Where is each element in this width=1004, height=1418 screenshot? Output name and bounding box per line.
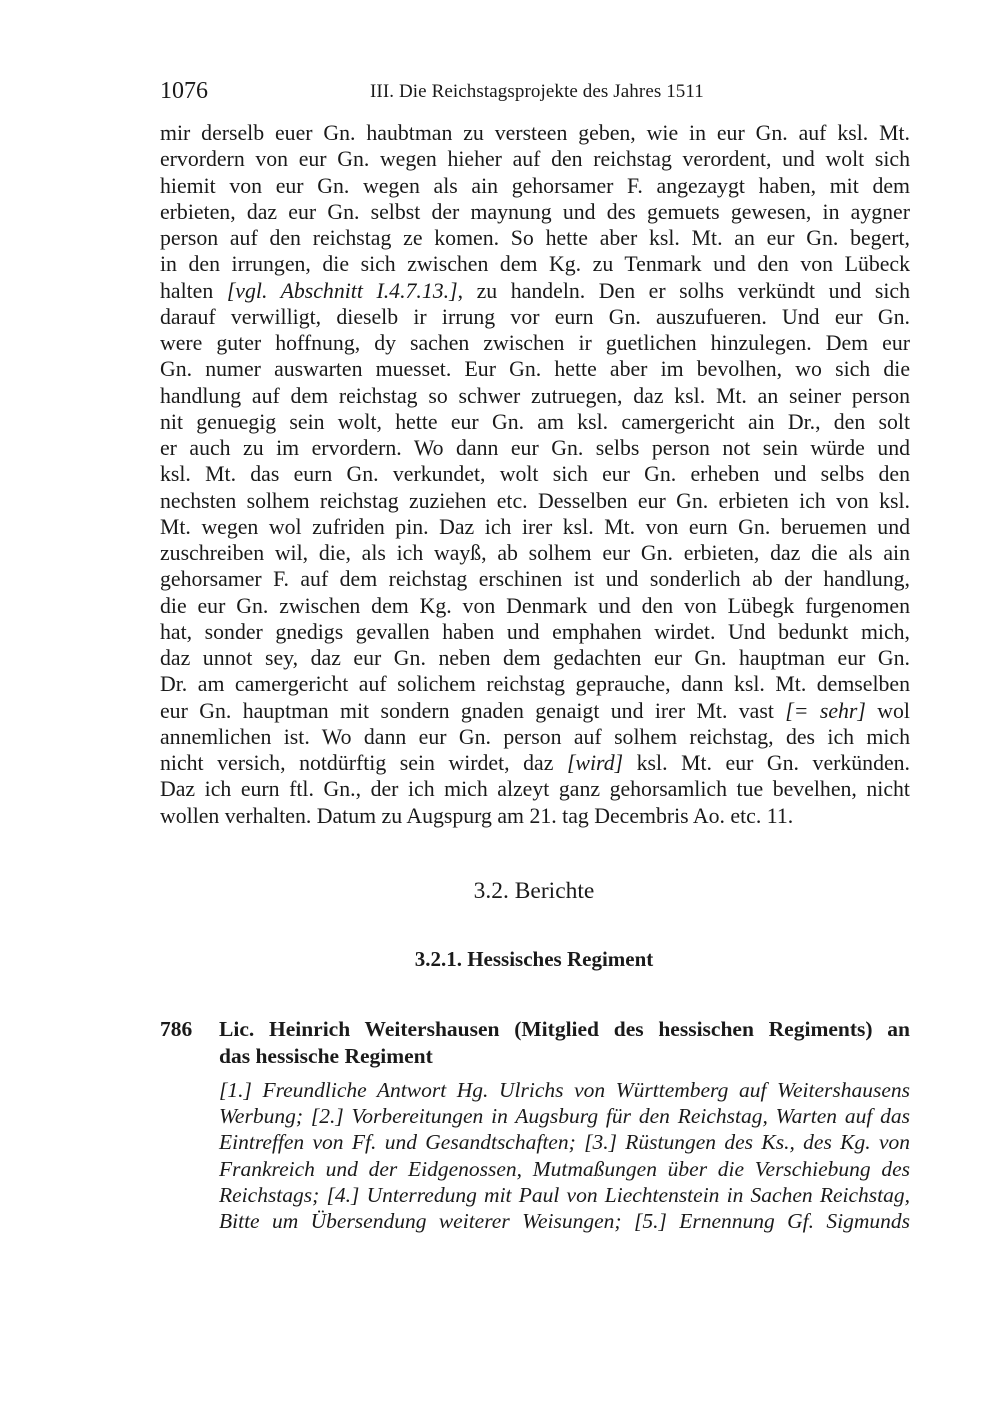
body-line bbox=[160, 803, 910, 829]
body-line bbox=[160, 251, 910, 277]
body-text-run: ksl. Mt. eur Gn. verkünden. bbox=[623, 751, 910, 775]
document-summary-line: Werbung; [2.] Vorbereitungen in Augsburg für den Reichstag, Warten auf das bbox=[219, 1104, 910, 1129]
body-text-run: handlung auf dem reichstag so schwer zutruegen, daz ksl. Mt. an seiner person bbox=[160, 383, 910, 408]
document-summary-line: Bitte um Übersendung weiterer Weisungen; [5.] Ernennung Gf. Sigmunds bbox=[219, 1209, 910, 1234]
body-text-run: darauf verwilligt, dieselb ir irrung vor eurn Gn. auszufueren. Und eur Gn. bbox=[160, 304, 910, 329]
body-line bbox=[160, 776, 910, 802]
body-text-run: daz unnot sey, daz eur Gn. neben dem gedachten eur Gn. hauptman eur Gn. bbox=[160, 646, 910, 670]
body-text-run: zuschreiben wil, die, als ich wayß, ab solhem eur Gn. erbieten, daz die als ain bbox=[160, 541, 910, 565]
body-line bbox=[160, 278, 910, 304]
subsection-heading: 3.2.1. Hessisches Regiment bbox=[414, 947, 654, 971]
body-line bbox=[160, 671, 910, 697]
body-line bbox=[160, 356, 910, 382]
body-line bbox=[160, 173, 910, 199]
body-line bbox=[160, 120, 910, 146]
editorial-note: [vgl. Abschnitt I.4.7.13.] bbox=[226, 278, 458, 303]
body-text bbox=[160, 120, 910, 829]
body-line bbox=[160, 645, 910, 671]
body-text-run: nechsten solhem reichstag zuziehen etc. Desselben eur Gn. erbieten ich von ksl. bbox=[160, 488, 910, 513]
body-text-run: hat, sonder gnedigs gevallen haben und emphahen wirdet. Und bedunkt mich, bbox=[160, 619, 910, 644]
body-text-run: ervordern von eur Gn. wegen hieher auf den reichstag verordent, und wolt sich bbox=[160, 147, 910, 172]
body-text-run: person auf den reichstag ze komen. So hette aber ksl. Mt. an eur Gn. begert, bbox=[160, 226, 910, 250]
body-line bbox=[160, 750, 910, 776]
body-text-run: hiemit von eur Gn. wegen als ain gehorsamer F. angezaygt haben, mit dem bbox=[160, 173, 910, 198]
document-summary bbox=[219, 1077, 910, 1234]
body-text-run: , zu handeln. Den er solhs verkündt und sich bbox=[457, 278, 910, 303]
running-head: III. Die Reichstagsprojekte des Jahres 1511 bbox=[370, 81, 704, 102]
body-text-run: Dr. am camergericht auf solichem reichstag geprauche, dann ksl. Mt. demselben bbox=[160, 672, 910, 697]
body-text-run: annemlichen ist. Wo dann eur Gn. person auf solhem reichstag, des ich mich bbox=[160, 724, 910, 749]
document-title bbox=[219, 1016, 910, 1070]
body-text-run: Gn. numer auswarten muesset. Eur Gn. hette aber im bevolhen, wo sich die bbox=[160, 357, 910, 382]
body-line bbox=[160, 435, 910, 461]
page-number: 1076 bbox=[160, 78, 208, 104]
body-text-run: ksl. Mt. das eurn Gn. verkundet, wolt sich eur Gn. erheben und selbs den bbox=[160, 462, 910, 487]
document-summary-line: [1.] Freundliche Antwort Hg. Ulrichs von Württemberg auf Weitershausens bbox=[219, 1078, 910, 1102]
body-line bbox=[160, 383, 910, 409]
body-text-run: eur Gn. hauptman mit sondern gnaden genaigt und irer Mt. vast bbox=[160, 698, 786, 723]
body-text-run: wollen verhalten. Datum zu Augspurg am 21. tag Decembris Ao. etc. 11. bbox=[160, 803, 794, 828]
body-line bbox=[160, 225, 910, 251]
body-text-run: were guter hoffnung, dy sachen zwischen ir guetlichen hinzulegen. Dem eur bbox=[160, 331, 910, 355]
body-line bbox=[160, 619, 910, 645]
body-line bbox=[160, 146, 910, 172]
body-text-run: mir derselb euer Gn. haubtman zu versteen geben, wie in eur Gn. auf ksl. Mt. bbox=[160, 121, 910, 145]
document-number: 786 bbox=[160, 1017, 193, 1041]
body-text-run: nit genuegig sein wolt, hette eur Gn. am ksl. camergericht ain Dr., den solt bbox=[160, 409, 910, 434]
editorial-note: [wird] bbox=[566, 751, 624, 775]
body-text-run: gehorsamer F. auf dem reichstag erschinen ist und sonderlich ab der handlung, bbox=[160, 567, 910, 592]
document-summary-line: Frankreich und der Eidgenossen, Mutmaßungen über die Verschiebung des bbox=[219, 1156, 910, 1181]
document-title-line: Lic. Heinrich Weitershausen (Mitglied des hessischen Regiments) an bbox=[219, 1017, 910, 1041]
body-line bbox=[160, 199, 910, 225]
body-line bbox=[160, 461, 910, 487]
body-line bbox=[160, 566, 910, 592]
body-text-run: halten bbox=[160, 278, 227, 303]
body-text-run: wol bbox=[865, 698, 910, 723]
document-summary-line: Eintreffen von Ff. und Gesandtschaften; [3.] Rüstungen des Ks., des Kg. von bbox=[219, 1130, 910, 1155]
body-line bbox=[160, 514, 910, 540]
body-line bbox=[160, 304, 910, 330]
editorial-note: [= sehr] bbox=[785, 698, 866, 723]
body-line bbox=[160, 593, 910, 619]
body-text-run: Mt. wegen wol zufriden pin. Daz ich irer ksl. Mt. von eurn Gn. beruemen und bbox=[160, 514, 910, 539]
body-line bbox=[160, 488, 910, 514]
body-text-run: die eur Gn. zwischen dem Kg. von Denmark und den von Lübegk furgenomen bbox=[160, 593, 910, 618]
body-text-run: Daz ich eurn ftl. Gn., der ich mich alzeyt ganz gehorsamlich tue bevelhen, nicht bbox=[160, 777, 910, 802]
body-line bbox=[160, 409, 910, 435]
body-text-run: in den irrungen, die sich zwischen dem Kg. zu Tenmark und den von Lübeck bbox=[160, 252, 910, 277]
body-line bbox=[160, 724, 910, 750]
section-heading: 3.2. Berichte bbox=[473, 878, 595, 904]
body-text-run: er auch zu im ervordern. Wo dann eur Gn. selbs person not sein würde und bbox=[160, 436, 910, 460]
body-line bbox=[160, 540, 910, 566]
body-line bbox=[160, 698, 910, 724]
body-text-run: nicht versich, notdürftig sein wirdet, daz bbox=[160, 751, 567, 775]
body-line bbox=[160, 330, 910, 356]
document-title-line: das hessische Regiment bbox=[219, 1044, 433, 1068]
body-text-run: erbieten, daz eur Gn. selbst der maynung und des gemuets gewesen, in aygner bbox=[160, 199, 910, 224]
document-summary-line: Reichstags; [4.] Unterredung mit Paul von Liechtenstein in Sachen Reichstag, bbox=[219, 1182, 910, 1207]
